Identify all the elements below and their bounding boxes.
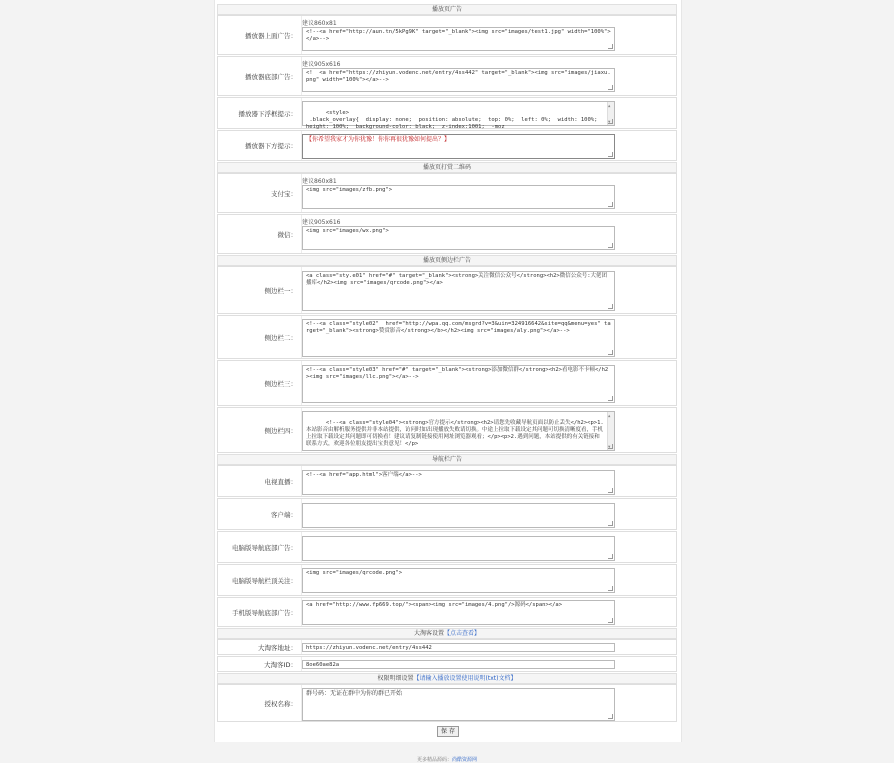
size-hint: 建议905x616 [302,61,341,68]
section-title: 导航栏广告 [431,456,462,463]
field-label: 侧边栏一： [218,267,302,313]
resize-grip-icon[interactable] [608,714,613,719]
field-label: 侧边栏三： [218,361,302,405]
mobile-bottom-ad-textarea[interactable]: <a href="http://www.fp669.top/"><span><img src="images/4.png"/>源码</span></a> [302,600,615,625]
footer-text: 更多精品源码： [416,757,452,763]
field-label: 授权名称： [218,685,302,721]
row-dtk-id [217,656,677,672]
row-pc-follow-ad [217,564,677,596]
resize-grip-icon[interactable] [608,152,613,157]
resize-grip-icon[interactable] [608,396,613,401]
field-label: 播放器上面广告： [218,16,302,54]
row-side-4 [217,407,677,453]
alipay-textarea[interactable]: <img src="images/zfb.png"> [302,185,615,209]
dtk-help-link[interactable]: 【点击查看】 [444,630,481,637]
row-alipay [217,173,677,213]
player-float-tip-textarea[interactable] [302,101,615,130]
auth-help-link[interactable]: 【请输入播放设置使用说明(txt)文档】 [413,675,517,682]
side-1-textarea[interactable]: <a class="sty.e01" href="#" target="_blank"><strong>关注微信公众号</strong><h2>微信公众号:大佬团播库</h2><img src="images/qrcode.png"></a> [302,271,615,311]
row-side-1 [217,266,677,314]
row-player-bottom-ad [217,56,677,96]
row-side-2 [217,315,677,359]
footer-link[interactable]: 尚酷资源网 [452,757,478,763]
dtk-url-input[interactable]: https://zhiyun.vodenc.net/entry/4ss442 [302,643,615,652]
resize-grip-icon[interactable] [608,521,613,526]
row-player-top-ad [217,15,677,55]
section-title: 播放页侧边栏广告 [422,257,471,264]
section-nav-ad [217,454,677,465]
resize-grip-icon[interactable] [608,586,613,591]
pc-bottom-ad-textarea[interactable] [302,536,615,561]
side-2-textarea[interactable]: <!--<a class="style02" href="http://wpa.qq.com/msgrd?v=3&uin=324916642&site=qq&menu=yes" target="_blank"><strong>赞赏影音</strong></b></h2><img src="images/aly.png"></a>--> [302,319,615,357]
field-label: 播放器下浮框提示： [218,98,302,128]
player-top-ad-textarea[interactable]: <!--<a href="http://aun.tn/5kPg9K" target="_blank"><img src="images/test1.jpg" width="100%"></a>--> [302,27,615,51]
resize-grip-icon[interactable] [608,304,613,309]
field-label: 侧边栏二： [218,316,302,358]
dtk-id-input[interactable]: 8oe60ae82a [302,660,615,669]
section-side-ad [217,255,677,266]
row-mobile-bottom-ad [217,597,677,627]
row-wechat [217,214,677,254]
player-bottom-tip-textarea[interactable]: 【你希望我家才为你犹豫！你你再很犹豫如何提出？】 [302,134,615,159]
row-player-bottom-tip [217,130,677,161]
section-title: 大淘客设置 [413,630,444,637]
side-3-textarea[interactable]: <!--<a class="style03" href="#" target="_blank"><strong>添加微信群</strong><h2>看电影不卡顿</h2><img src="images/llc.png"></a>--> [302,365,615,403]
field-label: 大淘客ID： [218,657,302,671]
field-label: 电脑版导航栏顶关注： [218,565,302,595]
field-label: 电脑版导航底部广告： [218,532,302,562]
textarea-content: <style> .black_overlay{ display: none; position: absolute; top: 0%; left: 0%; width: 100%; height: 100%; background-color: black; z-index:1001; -moz [306,110,598,130]
size-hint: 建议905x616 [302,219,341,226]
row-pc-bottom-ad [217,531,677,563]
resize-grip-icon[interactable] [608,350,613,355]
size-hint: 建议860x81 [302,178,337,185]
client-textarea[interactable] [302,503,615,528]
live-textarea[interactable]: <!--<a href="app.html">客户端</a>--> [302,470,615,495]
row-auth-name [217,684,677,722]
resize-grip-icon[interactable] [608,44,613,49]
side-4-textarea[interactable] [302,411,615,451]
resize-grip-icon[interactable] [608,488,613,493]
field-label: 侧边栏四： [218,408,302,452]
field-label: 微信： [218,215,302,253]
resize-grip-icon[interactable] [608,85,613,90]
section-title: 播放页打赏二维码 [422,164,471,171]
footer [0,756,894,763]
resize-grip-icon[interactable] [608,243,613,248]
save-button[interactable]: 保 存 [437,726,459,737]
resize-grip-icon[interactable] [608,618,613,623]
row-player-float-tip [217,97,677,129]
resize-grip-icon[interactable] [608,444,613,449]
field-label: 支付宝： [218,174,302,212]
auth-name-textarea[interactable]: 群号码：无证在群中为你的群已开始 [302,688,615,721]
section-pay-qr [217,162,677,173]
field-label: 电视直播： [218,466,302,496]
size-hint: 建议860x81 [302,20,337,27]
resize-grip-icon[interactable] [608,119,613,124]
resize-grip-icon[interactable] [608,554,613,559]
row-live [217,465,677,497]
field-label: 客户端： [218,499,302,529]
resize-grip-icon[interactable] [608,202,613,207]
pc-follow-ad-textarea[interactable]: <img src="images/qrcode.png"> [302,568,615,593]
player-bottom-ad-textarea[interactable]: <! <a href="https://zhiyun.vodenc.net/entry/4ss442" target="_blank"><img src="images/jiaxu.png" width="100%"></a>--> [302,68,615,92]
section-title: 播放页广告 [431,6,462,13]
wechat-textarea[interactable]: <img src="images/wx.png"> [302,226,615,250]
field-label: 播放器下方提示： [218,131,302,160]
settings-panel [214,0,682,742]
row-side-3 [217,360,677,406]
section-title: 权限明细设置 [377,675,414,682]
section-dtk [217,628,677,639]
field-label: 大淘客地址： [218,640,302,654]
field-label: 手机版导航底部广告： [218,598,302,626]
section-auth [217,673,677,684]
row-dtk-url [217,639,677,655]
row-client [217,498,677,530]
textarea-content: <!--<a class="style04"><strong>官方提示</strong><h2>请您先收藏导航页面以防止丢失</h2><p>1.本站影音由解析服务提供并非本站提供，访问时如出现播放失败请切换。中途上拉取下载设定其问题可切换清晰度看，手机上拉取下载设定其问题即可切换看！建议请复制链接使用网址浏览器观看；</p><p>2.遇到问题，本站提供的有关链接和联系方式，欢迎各位朋友提出宝贵意见！</p> [306,420,604,447]
field-label: 播放器底部广告： [218,57,302,95]
section-player-ad [217,4,677,15]
